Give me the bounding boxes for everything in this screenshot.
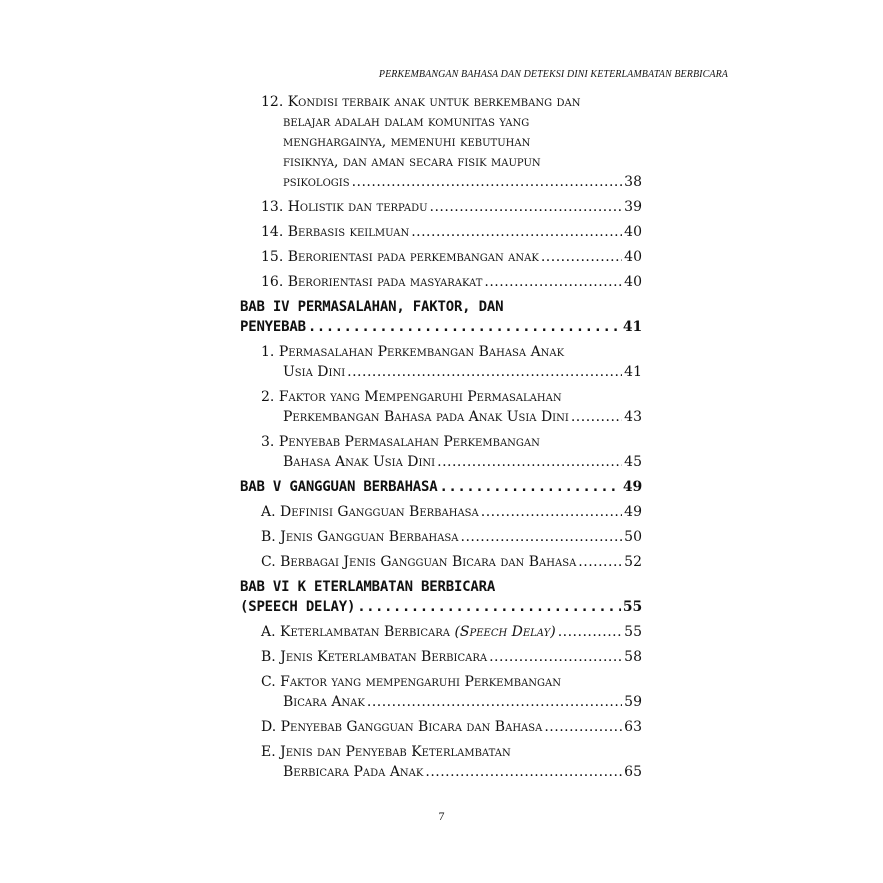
page-number: 58 xyxy=(624,649,642,665)
entry-text-italic: (Speech Delay) xyxy=(454,624,556,640)
page-number: 39 xyxy=(624,199,642,215)
page-number: 40 xyxy=(624,274,642,290)
entry-number: E. xyxy=(261,744,276,760)
leader-dots xyxy=(352,172,623,192)
entry-text: Kondisi terbaik anak untuk berkembang dan xyxy=(287,94,581,110)
toc-entry[interactable] xyxy=(240,527,642,547)
page-number: 49 xyxy=(622,479,642,495)
entry-text: Holistik dan terpadu xyxy=(287,199,428,215)
page-number: 59 xyxy=(624,694,642,710)
entry-number: C. xyxy=(261,674,276,690)
entry-text: Permasalahan Perkembangan Bahasa Anak xyxy=(278,344,565,360)
entry-number: D. xyxy=(261,719,277,735)
entry-text: menghargainya, memenuhi kebutuhan xyxy=(283,134,531,150)
toc-entry[interactable] xyxy=(240,432,642,472)
entry-text: Usia Dini xyxy=(283,364,346,380)
table-of-contents xyxy=(240,92,642,787)
chapter-title: (SPEECH DELAY) xyxy=(240,599,356,615)
entry-number: 16. xyxy=(261,274,284,290)
chapter-title: BAB VI K ETERLAMBATAN BERBICARA xyxy=(240,579,496,595)
leader-dots xyxy=(430,197,623,217)
entry-number: 12. xyxy=(261,94,284,110)
chapter-title: BAB V GANGGUAN BERBAHASA xyxy=(240,479,438,495)
entry-text: Berbagai Jenis Gangguan Bicara dan Bahasa xyxy=(280,554,577,570)
toc-entry[interactable] xyxy=(240,92,642,192)
entry-text: Berorientasi pada perkembangan anak xyxy=(287,249,539,265)
chapter-title: PENYEBAB xyxy=(240,319,306,335)
entry-text: Bicara Anak xyxy=(283,694,365,710)
entry-text: Penyebab Gangguan Bicara dan Bahasa xyxy=(280,719,543,735)
toc-entry[interactable] xyxy=(240,342,642,382)
chapter-entry[interactable] xyxy=(240,477,642,497)
entry-text: Jenis Keterlambatan Berbicara xyxy=(280,649,488,665)
running-header: PERKEMBANGAN BAHASA DAN DETEKSI DINI KETERLAMBATAN BERBICARA xyxy=(378,69,728,80)
page-number: 38 xyxy=(624,174,642,190)
entry-number: B. xyxy=(261,529,276,545)
entry-number: 3. xyxy=(261,434,275,450)
leader-dots xyxy=(347,362,622,382)
toc-entry[interactable] xyxy=(240,247,642,267)
entry-text: Faktor yang Mempengaruhi Permasalahan xyxy=(278,389,562,405)
toc-entry[interactable] xyxy=(240,222,642,242)
entry-text: belajar adalah dalam komunitas yang xyxy=(283,114,530,130)
page-number: 52 xyxy=(624,554,642,570)
leader-dots xyxy=(308,317,621,337)
leader-dots xyxy=(440,477,621,497)
entry-number: A. xyxy=(261,504,276,520)
entry-text: fisiknya, dan aman secara fisik maupun xyxy=(283,154,541,170)
leader-dots xyxy=(411,222,622,242)
entry-text: Faktor yang mempengaruhi Perkembangan xyxy=(280,674,561,690)
entry-number: A. xyxy=(261,624,276,640)
leader-dots xyxy=(484,272,622,292)
toc-entry[interactable] xyxy=(240,502,642,522)
page-number: 63 xyxy=(624,719,642,735)
page-number: 55 xyxy=(622,599,642,615)
entry-text: psikologis xyxy=(283,174,350,190)
entry-text: Perkembangan Bahasa pada Anak Usia Dini xyxy=(283,409,569,425)
toc-entry[interactable] xyxy=(240,387,642,427)
toc-entry[interactable] xyxy=(240,742,642,782)
leader-dots xyxy=(461,527,623,547)
toc-entry[interactable] xyxy=(240,672,642,712)
leader-dots xyxy=(578,552,622,572)
leader-dots xyxy=(425,762,622,782)
page-number: 41 xyxy=(624,364,642,380)
toc-entry[interactable] xyxy=(240,622,642,642)
page-number: 40 xyxy=(624,224,642,240)
entry-number: 2. xyxy=(261,389,275,405)
entry-number: 1. xyxy=(261,344,275,360)
page-number: 50 xyxy=(624,529,642,545)
toc-entry[interactable] xyxy=(240,552,642,572)
leader-dots xyxy=(571,407,622,427)
entry-text: Jenis dan Penyebab Keterlambatan xyxy=(280,744,511,760)
chapter-entry[interactable] xyxy=(240,577,642,617)
page-number: 65 xyxy=(624,764,642,780)
entry-number: 14. xyxy=(261,224,284,240)
toc-entry[interactable] xyxy=(240,647,642,667)
leader-dots xyxy=(489,647,622,667)
entry-text: Definisi Gangguan Berbahasa xyxy=(280,504,479,520)
leader-dots xyxy=(541,247,622,267)
entry-number: 15. xyxy=(261,249,284,265)
entry-text: Bahasa Anak Usia Dini xyxy=(283,454,436,470)
leader-dots xyxy=(558,622,622,642)
entry-text: Penyebab Permasalahan Perkembangan xyxy=(278,434,540,450)
entry-text: Jenis Gangguan Berbahasa xyxy=(280,529,459,545)
entry-number: C. xyxy=(261,554,276,570)
leader-dots xyxy=(437,452,622,472)
page-number: 40 xyxy=(624,249,642,265)
chapter-title: BAB IV PERMASALAHAN, FAKTOR, DAN xyxy=(240,299,504,315)
page-number: 45 xyxy=(624,454,642,470)
chapter-entry[interactable] xyxy=(240,297,642,337)
leader-dots xyxy=(357,597,621,617)
toc-entry[interactable] xyxy=(240,272,642,292)
entry-number: 13. xyxy=(261,199,284,215)
page-number: 49 xyxy=(624,504,642,520)
toc-entry[interactable] xyxy=(240,717,642,737)
leader-dots xyxy=(367,692,622,712)
page-footer-number: 7 xyxy=(438,809,445,823)
toc-entry[interactable] xyxy=(240,197,642,217)
entry-text: Berorientasi pada masyarakat xyxy=(287,274,483,290)
page-number: 43 xyxy=(624,409,642,425)
page-number: 55 xyxy=(624,624,642,640)
page-number: 41 xyxy=(622,319,642,335)
entry-text: Keterlambatan Berbicara xyxy=(280,624,450,640)
entry-number: B. xyxy=(261,649,276,665)
entry-text: Berbasis keilmuan xyxy=(287,224,410,240)
entry-text: Berbicara Pada Anak xyxy=(283,764,424,780)
leader-dots xyxy=(544,717,622,737)
leader-dots xyxy=(481,502,622,522)
